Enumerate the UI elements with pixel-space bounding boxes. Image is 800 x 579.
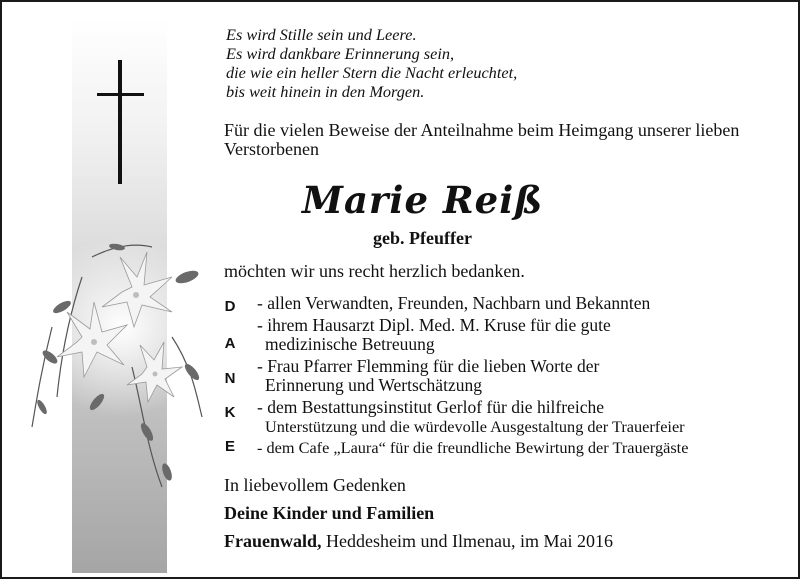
closing-phrase: In liebevollem Gedenken (224, 475, 406, 495)
birth-name: geb. Pfeuffer (373, 228, 472, 248)
poem-line: Es wird Stille sein und Leere. (226, 25, 417, 44)
place-primary: Frauenwald, (224, 531, 322, 551)
thanks-item-line: medizinische Betreuung (265, 334, 435, 354)
intro-text: Für die vielen Beweise der Anteilnahme beim Heimgang unserer lieben Verstorbenen (224, 120, 740, 159)
thanks-item (257, 316, 611, 354)
danke-letter: K (224, 404, 236, 421)
danke-letter: A (224, 335, 236, 352)
thanks-item-line: Erinnerung und Wertschätzung (265, 375, 482, 395)
poem-line: bis weit hinein in den Morgen. (226, 82, 425, 101)
thanks-text: möchten wir uns recht herzlich bedanken. (224, 261, 525, 281)
thanks-item-line: - ihrem Hausarzt Dipl. Med. M. Kruse für die gute (257, 315, 611, 335)
danke-letter: N (224, 370, 236, 387)
poem-line: die wie ein heller Stern die Nacht erleuchtet, (226, 63, 518, 82)
thanks-item (257, 438, 688, 457)
thanks-item-line: - dem Bestattungsinstitut Gerlof für die hilfreiche (257, 397, 604, 417)
thanks-item-line: Unterstützung und die würdevolle Ausgestaltung der Trauerfeier (265, 417, 685, 436)
poem (226, 25, 517, 101)
danke-letter: E (224, 438, 235, 455)
deceased-name: Marie Reiß (302, 178, 544, 222)
place-rest: Heddesheim und Ilmenau, im Mai 2016 (321, 531, 613, 551)
poem-line: Es wird dankbare Erinnerung sein, (226, 44, 455, 63)
thanks-item (257, 294, 650, 313)
thanks-item-line: - dem Cafe „Laura“ für die freundliche Bewirtung der Trauergäste (257, 438, 689, 457)
obituary-card (2, 2, 798, 577)
thanks-item (257, 398, 685, 436)
danke-letter: D (224, 298, 236, 315)
thanks-item (257, 357, 599, 395)
signatories: Deine Kinder und Familien (224, 503, 435, 523)
thanks-item-line: - Frau Pfarrer Flemming für die lieben Worte der (257, 356, 600, 376)
lily-flower-icon (22, 217, 222, 517)
place-and-date (224, 531, 613, 552)
thanks-item-line: - allen Verwandten, Freunden, Nachbarn und Bekannten (257, 293, 651, 313)
